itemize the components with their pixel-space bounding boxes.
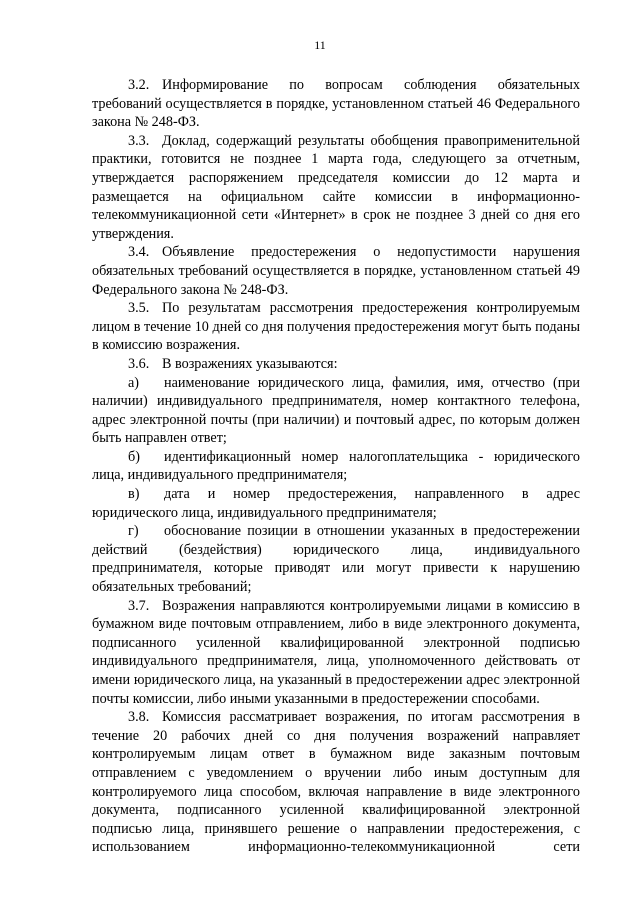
paragraph-number: 3.6. [128,355,150,372]
page-number: 11 [314,38,326,52]
paragraph-number: 3.2. [128,77,150,93]
paragraph-3-7 [92,597,580,709]
paragraph-text: Возражения направляются контролируемыми лицами в комиссию в бумажном виде почтовым отправлением, либо в виде электронного документа, подписанного усиленной квалифицированной электронной подписью индивидуального предпринимателя, лица, уполномоченного действовать от имени юридического лица, на указанный в предостережении адрес электронной почты комиссии, либо иными указанными в предостережении способами. [92,597,580,707]
list-letter: в) [128,486,140,503]
paragraph-3-8 [92,708,580,857]
list-item-a [92,374,580,448]
list-letter: г) [128,523,139,540]
paragraph-text: Доклад, содержащий результаты обобщения правоприменительной практики, готовится не позднее 1 марта года, следующего за отчетным, утверждается распоряжением председателя комиссии до 12 марта и размещается на официальном сайте комиссии в информационно-телекоммуникационной сети «Интернет» в срок не позднее 3 дней со дня его утверждения. [92,132,580,242]
paragraph-3-6 [92,355,580,374]
paragraph-text: Комиссия рассматривает возражения, по итогам рассмотрения в течение 20 рабочих дней со дня получения возражений направляет контролируемым лицам ответ в бумажном виде заказным почтовым отправлением с уведомлением о вручении либо иным доступным для контролируемого лица способом, включая направление в виде электронного документа, подписанного усиленной квалифицированной электронной подписью лица, принявшего решение о направлении предостережения, с использованием информационно-телекоммуникационной сети [92,709,580,856]
paragraph-3-5 [92,299,580,355]
list-item-text: наименование юридического лица, фамилия, имя, отчество (при наличии) индивидуального предпринимателя, номер контактного телефона, адрес электронной почты (при наличии) и почтовый адрес, по которым должен быть направлен ответ; [92,374,580,447]
list-item-g [92,522,580,596]
paragraph-text: В возражениях указываются: [162,355,338,372]
list-letter: б) [128,448,140,465]
list-item-b [92,448,580,485]
paragraph-text: Информирование по вопросам соблюдения обязательных требований осуществляется в порядке, установленном статьей 46 Федерального закона № 248-ФЗ. [92,77,580,131]
paragraph-text: По результатам рассмотрения предостережения контролируемым лицом в течение 10 дней со дня получения предостережения могут быть поданы в комиссию возражения. [92,300,580,354]
paragraph-3-3 [92,132,580,244]
list-item-v [92,485,580,522]
document-body [92,76,580,857]
paragraph-number: 3.7. [128,597,150,614]
list-item-text: идентификационный номер налогоплательщика - юридического лица, индивидуального предпринимателя; [92,448,580,484]
paragraph-number: 3.5. [128,300,150,317]
list-item-text: дата и номер предостережения, направленного в адрес юридического лица, индивидуального предпринимателя; [92,486,580,521]
paragraph-text: Объявление предостережения о недопустимости нарушения обязательных требований осуществляется в порядке, установленном статьей 49 Федерального закона № 248-ФЗ. [92,244,580,298]
paragraph-number: 3.8. [128,709,150,726]
paragraph-number: 3.3. [128,132,150,149]
list-item-text: обоснование позиции в отношении указанных в предостережении действий (бездействия) юридического лица, индивидуального предпринимателя, которые приводят или могут привести к нарушению обязательных требований; [92,523,580,596]
paragraph-3-2 [92,76,580,132]
paragraph-3-4 [92,243,580,299]
list-letter: а) [128,374,140,391]
paragraph-number: 3.4. [128,244,150,261]
